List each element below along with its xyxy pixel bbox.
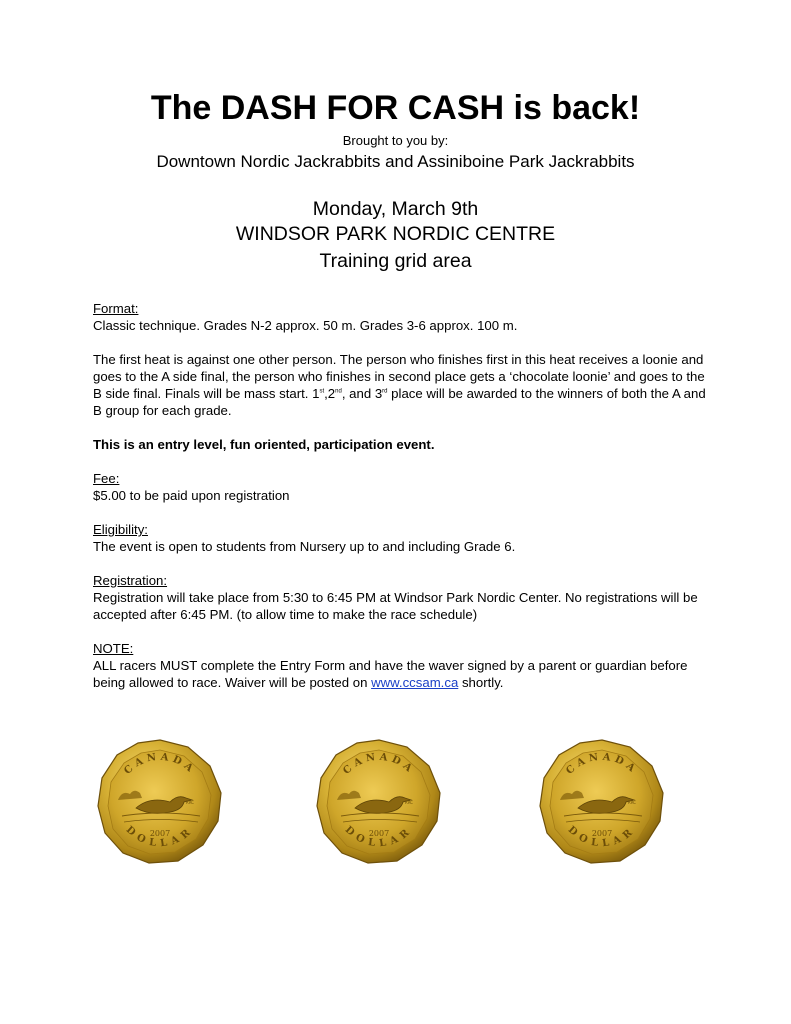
coin-country: CANADA: [122, 751, 198, 777]
event-area: Training grid area: [319, 250, 472, 272]
coin-denomination: DOLLAR: [342, 824, 416, 850]
coin-year: 2007: [149, 829, 171, 838]
flyer-body: [93, 300, 713, 691]
coin-denomination: DOLLAR: [565, 824, 639, 850]
coin-country: CANADA: [564, 751, 640, 777]
brought-by-label: Brought to you by:: [342, 133, 449, 148]
sup-first: st: [319, 388, 325, 395]
page-title: The DASH FOR CASH is back!: [150, 89, 641, 127]
eligibility-heading: Eligibility:: [93, 522, 148, 537]
event-date: Monday, March 9th: [312, 198, 479, 220]
coin-country: CANADA: [341, 751, 417, 777]
heats-mid2: , and 3: [341, 386, 383, 401]
eligibility-text: The event is open to students from Nursery up to and including Grade 6.: [93, 539, 516, 554]
registration-text: Registration will take place from 5:30 to 6:45 PM at Windsor Park Nordic Center. No registrations will be accepted after 6:45 PM. (to allow time to make the race schedule): [93, 590, 698, 622]
loonie-coin-image: [315, 738, 443, 866]
coin-year: 2007: [368, 829, 390, 838]
note-heading: NOTE:: [93, 641, 134, 656]
coin-initials: RRC: [627, 800, 637, 805]
heats-text: The first heat is against one other person. The person who finishes first in this heat receives a loonie and goes to the A side final, the person who finishes in second place gets a ‘chocolate loonie’ and goes to the B side final. Finals will be mass start. 1: [93, 352, 705, 401]
fee-heading: Fee:: [93, 471, 120, 486]
format-text: Classic technique. Grades N-2 approx. 50 m. Grades 3-6 approx. 100 m.: [93, 318, 518, 333]
loonie-coin-image: [538, 738, 666, 866]
coin-denomination: DOLLAR: [123, 824, 197, 850]
registration-heading: Registration:: [93, 573, 168, 588]
loonie-coin-image: [96, 738, 224, 866]
event-venue: WINDSOR PARK NORDIC CENTRE: [235, 223, 556, 245]
note-after: shortly.: [458, 675, 504, 690]
note-paragraph: [93, 657, 713, 691]
coin-initials: RRC: [185, 800, 195, 805]
coin-year: 2007: [591, 829, 613, 838]
ccsam-link[interactable]: www.ccsam.ca: [371, 675, 459, 690]
notice-text: This is an entry level, fun oriented, participation event.: [93, 437, 435, 452]
note-text: ALL racers MUST complete the Entry Form and have the waver signed by a parent or guardian before being allowed to race. Waiver will be posted on: [93, 658, 688, 690]
sup-third: rd: [382, 388, 388, 395]
sup-second: nd: [335, 388, 342, 395]
format-heading: Format:: [93, 301, 139, 316]
heats-mid1: ,2: [324, 386, 336, 401]
fee-text: $5.00 to be paid upon registration: [93, 488, 290, 503]
coin-initials: RRC: [404, 800, 414, 805]
heats-paragraph: [93, 351, 713, 419]
heats-end: place will be awarded to the winners of both the A and B group for each grade.: [93, 386, 706, 418]
organizers: Downtown Nordic Jackrabbits and Assiniboine Park Jackrabbits: [156, 152, 635, 171]
